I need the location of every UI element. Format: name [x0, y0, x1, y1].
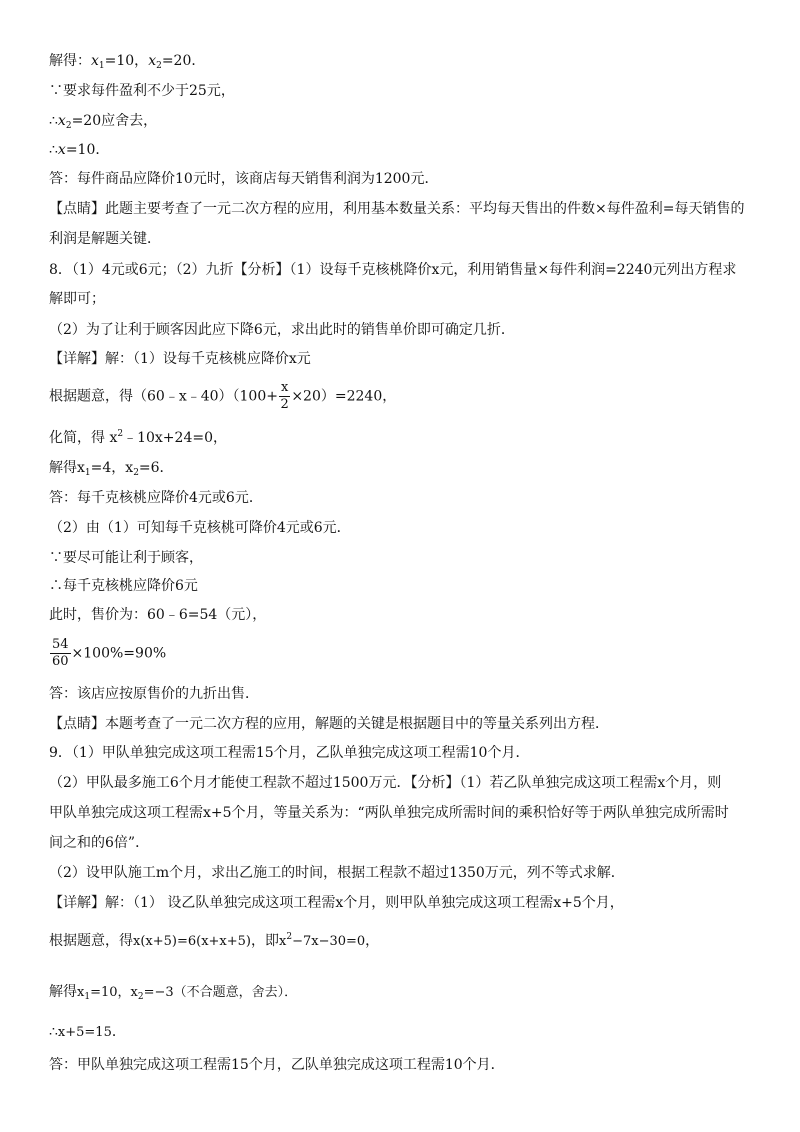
line-q8-detail: 【详解】解：（1）设每千克核桃应降价x元: [49, 351, 311, 367]
line-q9-analysis-2: 间之和的6倍”．: [49, 835, 150, 851]
line-q8-therefore: ∴每千克核桃应降价6元: [49, 578, 198, 594]
fraction: $\frac{54}{60}$: [52, 637, 69, 669]
line-q8-answer: 8．（1）4元或6元；（2）九折【分析】（1）设每千克核桃降价x元，利用销售量×每件利润=2240元列出方程求: [49, 262, 737, 278]
line-result: ∴x=10．: [49, 142, 110, 158]
line-q9-therefore: ∴x+5=15．: [49, 1024, 126, 1040]
line-q8-equation: 根据题意，得（60﹣x﹣40）（100+ $\frac{x}{2}$ ×20）=2240，: [49, 380, 397, 412]
line-discard: $\therefore x_2=20$应舍去，: [49, 113, 158, 131]
line-q9-analysis-3: （2）设甲队施工m个月，求出乙施工的时间，根据工程款不超过1350万元，列不等式求解．: [49, 865, 625, 881]
line-q8-comment: 【点睛】本题考查了一元二次方程的应用，解题的关键是根据题目中的等量关系列出方程．: [49, 716, 609, 732]
line-q9-analysis: 甲队单独完成这项工程需x+5个月，等量关系为：“两队单独完成所需时间的乘积恰好等于两队单独完成所需时: [49, 805, 729, 821]
line-q8-analysis-2: （2）为了让利于顾客因此应下降6元，求出此时的销售单价即可确定几折．: [49, 322, 515, 338]
line-comment-7b: 利润是解题关键．: [49, 231, 161, 247]
line-q8-answer-1: 答：每千克核桃应降价4元或6元．: [49, 490, 263, 506]
line-comment-7a: 【点睛】此题主要考查了一元二次方程的应用，利用基本数量关系：平均每天售出的件数×每件盈利=每天销售的: [49, 201, 745, 217]
line-solution-roots: 解得：$x_1=10$，$x_2=20$．: [49, 53, 206, 71]
line-q9-detail: 【详解】解：（1） 设乙队单独完成这项工程需x个月，则甲队单独完成这项工程需x+5个月，: [49, 895, 624, 911]
line-q8-part2: （2）由（1）可知每千克核桃可降价4元或6元．: [49, 520, 351, 536]
line-q8-answer-2: 答：该店应按原售价的九折出售．: [49, 686, 259, 702]
fraction: $\frac{x}{2}$: [280, 380, 289, 412]
line-q9-roots: 解得$x_1=10$，$x_2=-3$（不合题意，舍去）．: [49, 984, 298, 1002]
line-q8-price: 此时，售价为：60﹣6=54（元），: [49, 607, 267, 623]
line-q8-percent: $\frac{54}{60}$ ×100%=90%: [52, 637, 167, 669]
line-q8-simplify: 化简，得 $x^2﹣10x+24=0$，: [49, 429, 227, 446]
line-q8-analysis: 解即可；: [49, 291, 105, 307]
line-q9-equation: 根据题意，得x(x+5)=6(x+x+5)，即$x^2-7x-30=0$，: [49, 932, 380, 949]
line-condition: ∵要求每件盈利不少于25元，: [49, 83, 235, 99]
line-q8-roots: 解得$x_1=4$，$x_2=6$．: [49, 460, 174, 478]
line-q9-final-answer: 答：甲队单独完成这项工程需15个月，乙队单独完成这项工程需10个月．: [49, 1057, 505, 1073]
line-answer-7: 答：每件商品应降价10元时，该商店每天销售利润为1200元．: [49, 171, 439, 187]
line-q9-answer-2: （2）甲队最多施工6个月才能使工程款不超过1500万元．【分析】（1）若乙队单独完成这项工程需x个月，则: [49, 775, 722, 791]
line-q9-answer-1: 9．（1）甲队单独完成这项工程需15个月，乙队单独完成这项工程需10个月．: [49, 745, 530, 761]
line-q8-because: ∵要尽可能让利于顾客，: [49, 550, 203, 566]
